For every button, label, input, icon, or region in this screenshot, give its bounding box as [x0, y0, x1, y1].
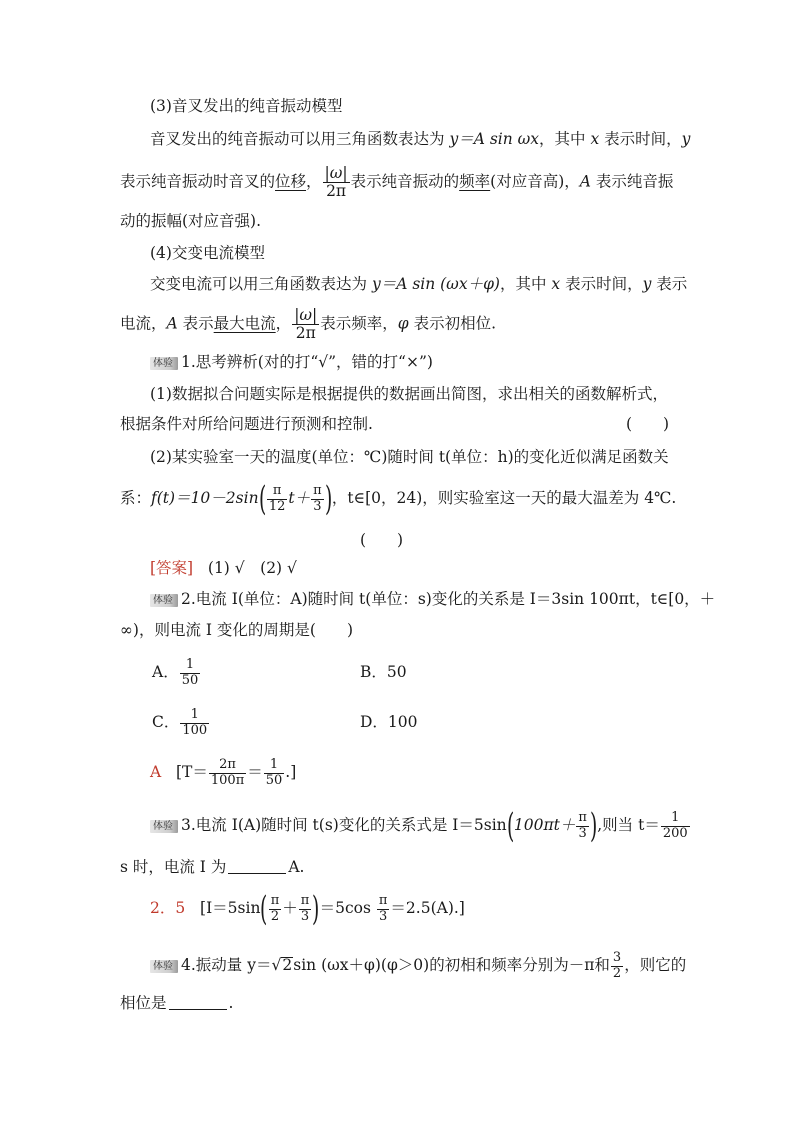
q1-answer: [答案] (1) √ (2) √ — [150, 559, 297, 577]
q1-p1-line2: 根据条件对所给问题进行预测和控制. — [120, 415, 373, 433]
q2-option-a: A． $\frac{1}{50}$ — [152, 657, 199, 688]
section3-line2: 表示纯音振动时音叉的位移， $\frac{|\omega|}{2\pi}$ 表示纯音振动的频率(对应音高)，A 表示纯音振 — [120, 164, 674, 201]
fraction: $\frac{1}{100}$ — [182, 707, 208, 738]
answer-blank — [169, 1009, 227, 1010]
fraction: $\frac{\pi}{12}$ — [268, 483, 286, 514]
fraction: $\frac{\pi}{3}$ — [300, 893, 310, 924]
fraction: $\frac{3}{2}$ — [612, 950, 622, 981]
fraction: $\frac{2\pi}{100\pi}$ — [210, 757, 245, 788]
underlined-term: 频率 — [459, 172, 491, 191]
fraction: $\frac{\pi}{2}$ — [270, 893, 280, 924]
fraction: $\frac{1}{50}$ — [265, 757, 283, 788]
q3-line2: s 时，电流 I 为 A. — [120, 858, 305, 876]
q2-option-d: D．100 — [360, 713, 418, 731]
fraction: $\frac{1}{200}$ — [662, 810, 688, 841]
section4-heading: (4)交变电流模型 — [150, 244, 265, 262]
q2-line2: ∞)，则电流 I 变化的周期是( ) — [120, 621, 354, 639]
fraction: $\frac{\pi}{3}$ — [378, 893, 388, 924]
q3-answer: 2．5 [I＝5sin( $\frac{\pi}{2}$ ＋ $\frac{\pi}{3}$ )＝5cos $\frac{\pi}{3}$ ＝2.5(A).] — [150, 889, 465, 929]
exercise-badge: 体验 — [150, 357, 178, 370]
q1-p1-line1: (1)数据拟合问题实际是根据提供的数据画出简图，求出相关的函数解析式， — [150, 385, 668, 403]
q1-p2-line1: (2)某实验室一天的温度(单位：℃)随时间 t(单位：h)的变化近似满足函数关 — [150, 448, 669, 466]
answer-blank — [228, 873, 286, 874]
q1-p2-paren: ( ) — [360, 531, 404, 549]
section4-line1: 交变电流可以用三角函数表达为 y＝A sin (ωx＋φ)，其中 x 表示时间，y 表示 — [150, 275, 688, 293]
q3-line1: 体验 3.电流 I(A)随时间 t(s)变化的关系式是 I＝5sin(100πt＋ $\frac{\pi}{3}$ ),则当 t＝ $\frac{1}{200}$ — [150, 805, 691, 845]
q1-p2-line2: 系：f(t)＝10－2sin( $\frac{\pi}{12}$ t＋ $\frac{\pi}{3}$ )，t∈[0，24)，则实验室这一天的最大温差为 4℃. — [120, 479, 677, 519]
section3-heading: (3)音叉发出的纯音振动模型 — [150, 97, 343, 115]
q1-p1-paren: ( ) — [626, 415, 670, 433]
answer-letter: A — [150, 763, 162, 781]
exercise-badge: 体验 — [150, 594, 178, 607]
q1-title: 体验 1.思考辨析(对的打“√”，错的打“×”) — [150, 352, 433, 372]
answer-value: 2．5 — [150, 899, 186, 917]
fraction: $\frac{1}{50}$ — [181, 657, 199, 688]
fraction: $\frac{|\omega|}{2\pi}$ — [324, 164, 348, 201]
q4-line1: 体验 4.振动量 y＝√2sin (ωx＋φ)(φ＞0)的初相和频率分别为－π和 $\frac{3}{2}$ ，则它的 — [150, 945, 686, 985]
fraction: $\frac{\pi}{3}$ — [313, 483, 322, 514]
section3-line1: 音叉发出的纯音振动可以用三角函数表达为 y＝A sin ωx，其中 x 表示时间，y — [150, 130, 691, 148]
underlined-term: 最大电流 — [213, 314, 276, 333]
q2-answer: A [T＝ $\frac{2\pi}{100\pi}$ ＝ $\frac{1}{50}$ .] — [150, 757, 297, 788]
underlined-term: 位移 — [275, 172, 307, 191]
section3-line3: 动的振幅(对应音强). — [120, 212, 262, 230]
q2-option-c: C． $\frac{1}{100}$ — [152, 707, 208, 738]
q4-line2: 相位是 . — [120, 994, 234, 1012]
exercise-badge: 体验 — [150, 960, 178, 973]
fraction: $\frac{|\omega|}{2\pi}$ — [294, 306, 318, 343]
answer-label: [答案] — [150, 559, 194, 577]
fraction: $\frac{\pi}{3}$ — [578, 810, 587, 841]
section4-line2: 电流，A 表示最大电流， $\frac{|\omega|}{2\pi}$ 表示频率，φ 表示初相位. — [120, 306, 497, 343]
sqrt-sign: √ — [271, 956, 282, 974]
exercise-badge: 体验 — [150, 820, 178, 833]
q2-option-b: B．50 — [360, 663, 407, 681]
q2-line1: 体验 2.电流 I(单位：A)随时间 t(单位：s)变化的关系是 I＝3sin 100πt，t∈[0，＋ — [150, 589, 715, 609]
